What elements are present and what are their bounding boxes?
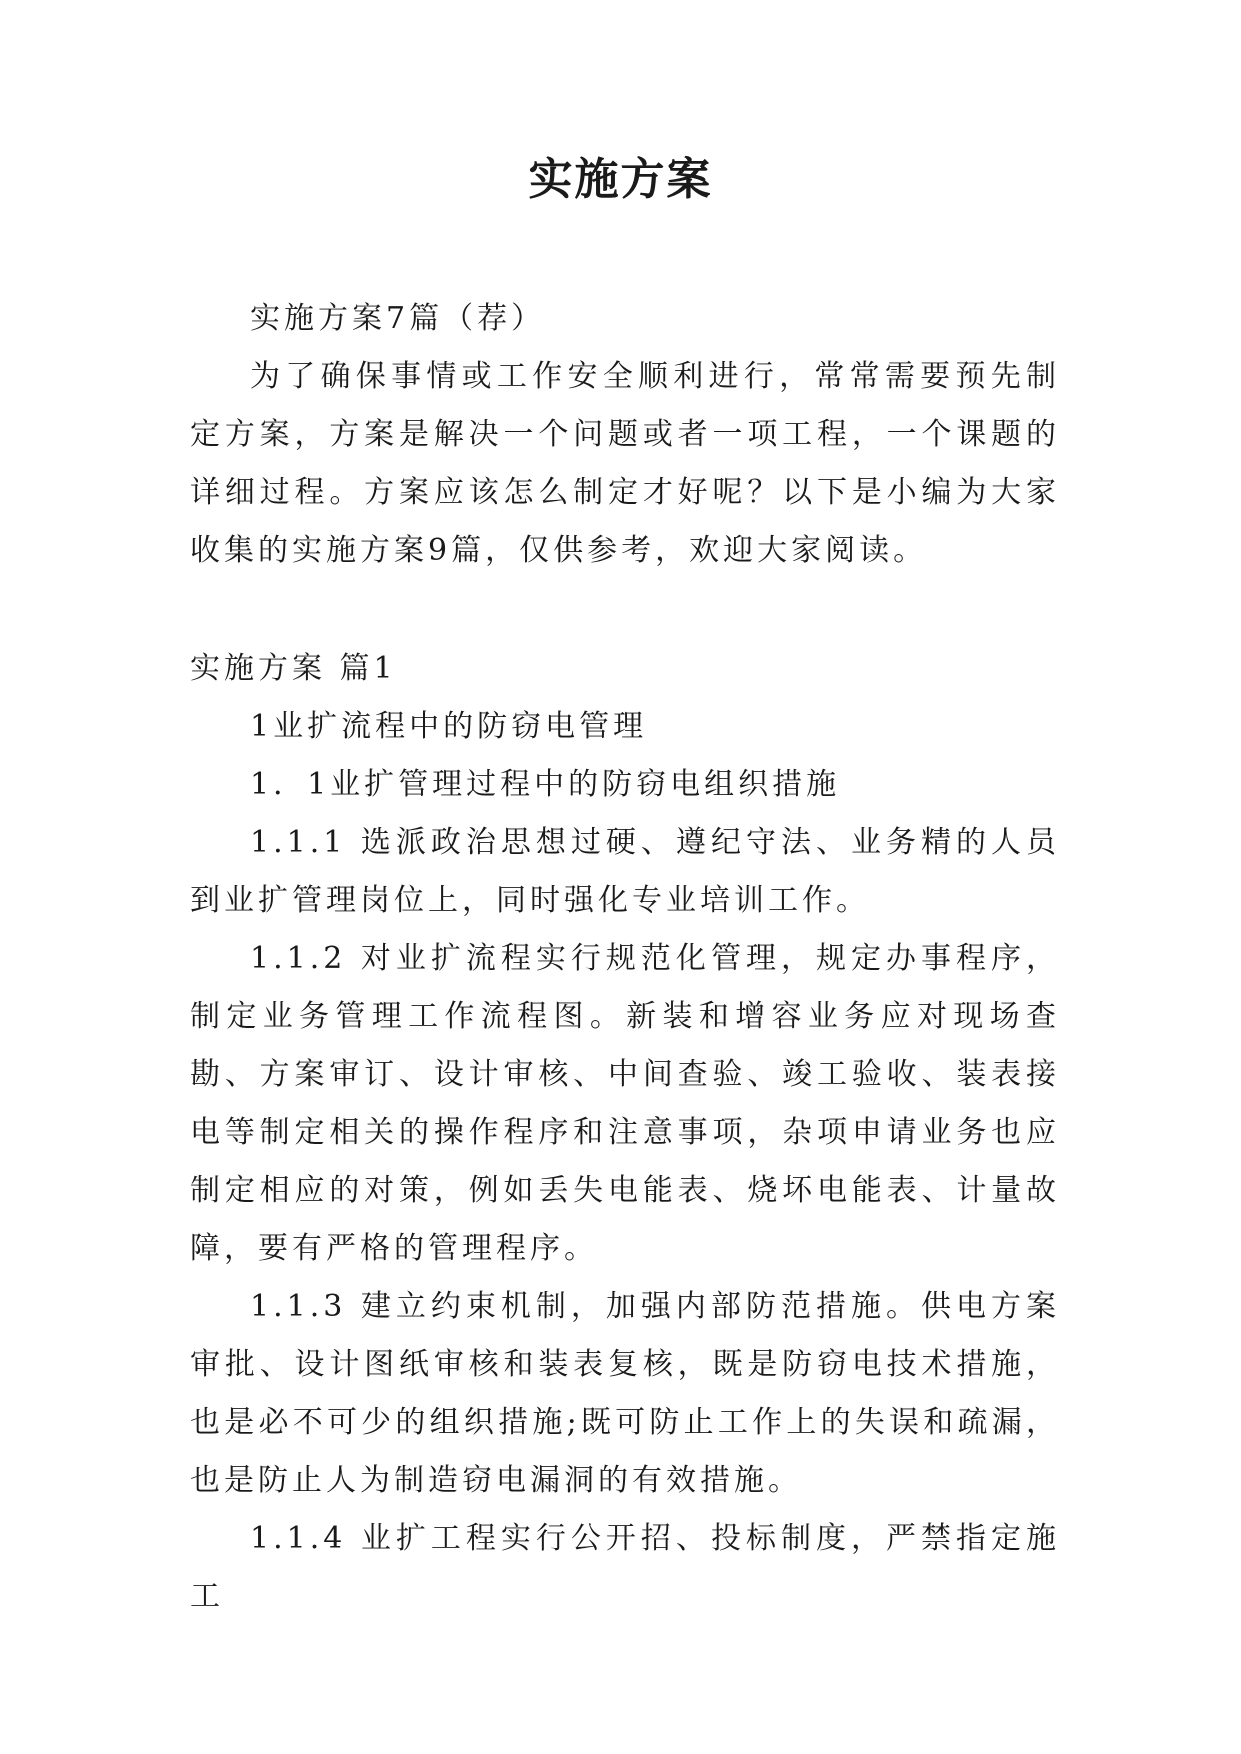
intro-paragraph: 为了确保事情或工作安全顺利进行，常常需要预先制定方案，方案是解决一个问题或者一项工程，一个课题的详细过程。方案应该怎么制定才好呢？以下是小编为大家收集的实施方案9篇，仅供参考，欢迎大家阅读。 xyxy=(190,359,1060,568)
sub-heading-1: 1业扩流程中的防窃电管理 xyxy=(250,709,648,744)
sub-heading-2: 1．1业扩管理过程中的防窃电组织措施 xyxy=(250,767,841,802)
document-body xyxy=(190,290,1060,1626)
section-heading: 实施方案 篇1 xyxy=(190,651,397,686)
document-title: 实施方案 xyxy=(528,154,713,205)
subtitle-line: 实施方案7篇（荐） xyxy=(250,301,546,336)
item-1-1-1: 1.1.1 选派政治思想过硬、遵纪守法、业务精的人员到业扩管理岗位上，同时强化专业培训工作。 xyxy=(190,825,1060,918)
item-1-1-4: 1.1.4 业扩工程实行公开招、投标制度，严禁指定施工 xyxy=(190,1521,1060,1614)
item-1-1-3: 1.1.3 建立约束机制，加强内部防范措施。供电方案审批、设计图纸审核和装表复核，既是防窃电技术措施，也是必不可少的组织措施;既可防止工作上的失误和疏漏，也是防止人为制造窃电漏洞的有效措施。 xyxy=(190,1289,1060,1498)
item-1-1-2: 1.1.2 对业扩流程实行规范化管理，规定办事程序，制定业务管理工作流程图。新装和增容业务应对现场查勘、方案审订、设计审核、中间查验、竣工验收、装表接电等制定相关的操作程序和注意事项，杂项申请业务也应制定相应的对策，例如丢失电能表、烧坏电能表、计量故障，要有严格的管理程序。 xyxy=(190,941,1060,1266)
